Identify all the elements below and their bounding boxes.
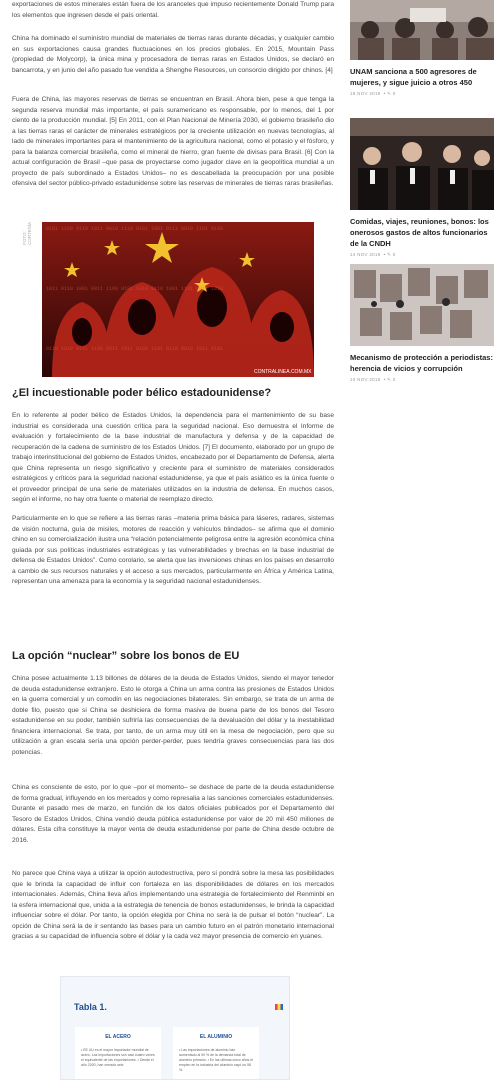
sidebar-item-meta: 10 NOV 2019 • ✎ 0 bbox=[350, 377, 396, 382]
journalists-memorial-photo bbox=[350, 264, 494, 346]
comment-count: 0 bbox=[392, 91, 396, 96]
svg-text:0101 1100 0110 1011 0010 1110: 0101 1100 0110 1011 0010 1110 0101 1001 0111 0010 1101 0100 bbox=[46, 226, 224, 232]
svg-text:1011 0110 1001 0011 1100 0101: 1011 0110 1001 0011 1100 0101 1010 0110 1001 1101 0011 1010 bbox=[46, 286, 224, 292]
date: 14 NOV 2019 bbox=[350, 252, 381, 257]
sidebar-item[interactable] bbox=[350, 0, 494, 97]
table-column-steel bbox=[75, 1027, 161, 1080]
flag-icon bbox=[275, 1004, 283, 1010]
image-credit-side: FOTO: CORTESÍA bbox=[22, 222, 32, 245]
table-image bbox=[60, 976, 290, 1080]
column-text: • EE UU es el mayor importador mundial de acero. Las importaciones son casi cuatro veces el equivalente de las exportaciones. • Desde el año 2000, han cerrado seis bbox=[81, 1048, 155, 1067]
sidebar-item-title[interactable]: Comidas, viajes, reuniones, bonos: los onerosos gastos de altos funcionarios de la CNDH bbox=[350, 217, 489, 248]
sidebar-thumbnail[interactable] bbox=[350, 0, 494, 60]
article-paragraph: Particularmente en lo que se refiere a las tierras raras –materia prima básica para láseres, radares, sistemas de visión nocturna, guía de misiles, motores de reacción y vehículos blindados– se afirma que el dominio chino en su comercialización ilustra una “relación potencialmente peligrosa entre la agresión económica china guiada por sus políticas industriales estratégicas y las vulnerabilidades y brechas en la base industrial de defensa de Estados Unidos”. Como corolario, se alerta que las inversiones chinas en los países en desarrollo a cambio de sus recursos naturales y el acceso a sus mercados, particularmente en África y América Latina, representan una amenaza para la economía y la seguridad nacional estadunidenses. bbox=[12, 515, 334, 585]
article-paragraph: China ha dominado el suministro mundial de materiales de tierras raras durante décadas, y cualquier cambio en sus exportaciones causa grandes fluctuaciones en los precios globales. En 2015, Mountain Pass (propiedad de Molycorp), la única mina y procesadora de tierras raras en Estados Unidos, se declaró en bancarrota, y en junio del año pasado fue vendida a Shenghe Resources, un consorcio dirigido por chinos. [4] bbox=[12, 35, 334, 74]
article-paragraph: En lo referente al poder bélico de Estados Unidos, la dependencia para el mantenimiento de su base industrial es considerada una cuestión crítica para la seguridad nacional. Eso demuestra el Informe de evaluación y fortalecimiento de la base industrial de manufactura y defensa y de la capacidad de recuperación de la cadena de suministro de los Estados Unidos. [7] El documento, elaborado por un grupo de trabajo interinstitucional del gobierno de Estados Unidos, encabezado por el Departamento de Defensa, alerta que China representa un riesgo significativo y creciente para el suministro de materiales considerados estratégicos y críticos para la seguridad nacional estadunidense, ya que el país asiático es la única fuente o el proveedor principal de una serie de materiales utilizados en la industria de defensa. En muchos casos, según el informe, no hay otra fuente o material de reemplazo directo. bbox=[12, 412, 334, 503]
article-paragraph: China posee actualmente 1.13 billones de dólares de la deuda de Estados Unidos, siendo el mayor tenedor de deuda estadunidense extranjero. Esto le otorga a China un arma contra las presiones de Estados Unidos en la guerra comercial y un comodín en las negociaciones bilaterales. Sin embargo, se trata de un arma de doble filo, puesto que si China se deshiciera de forma masiva de buena parte de los bonos del Tesoro estadunidense en su poder, también sufriría las consecuencias de la devaluación del dólar y la inestabilidad financiera internacional. Se trata, por tanto, de un arma muy útil en la mesa de negociación, pero que su utilización a gran escala sería una opción perder-perder, pues tendría graves consecuencias para las dos potencias. bbox=[12, 675, 334, 756]
article-image bbox=[42, 222, 314, 377]
column-text: • Las importaciones de aluminio han aumentado al 90 % de la demanda total de aluminio primario. • En las últimas cinco años el empleo en la industria del aluminio cayó un 58 %. bbox=[179, 1048, 253, 1072]
column-header: EL ACERO bbox=[105, 1034, 131, 1040]
sidebar-item-title[interactable]: Mecanismo de protección a periodistas: herencia de vicios y corrupción bbox=[350, 353, 493, 373]
comment-count: 0 bbox=[392, 252, 396, 257]
svg-text:0110 1010 0101 1100 0011 1011: 0110 1010 0101 1100 0011 1011 0100 1101 0110 0010 1011 0101 bbox=[46, 346, 224, 352]
comment-icon: ✎ bbox=[387, 377, 392, 382]
comment-icon: ✎ bbox=[387, 252, 392, 257]
article-paragraph: Fuera de China, las mayores reservas de tierras se encuentran en Brasil. Ahora bien, pese a que tenga la segunda reserva mundial más importante, el país suramericano es responsable, por lo menos, del 1 por ciento de la producción mundial. [5] En 2011, con el Plan Nacional de Minería 2030, el gobierno brasileño dio a las tierras raras el carácter de minerales estratégicos por la creciente utilización en nuevas tecnologías, al lado de minerales importantes para el mantenimiento de la agricultura nacional, como el potasio y el fósforo, y para la balanza comercial brasileña, como el mineral de hierro, gran fuente de divisas para Brasil. [6] Con la actual configuración de Brasil –que pasa de proyectarse como jugador clave en la geopolítica mundial a un proyecto de país subordinado a Estados Unidos– no es descabellada la preocupación por una posible ofensiva del sector público-privado estadunidense sobre las reservas de minerales de tierras raras brasileñas. bbox=[12, 96, 334, 187]
column-header: EL ALUMINIO bbox=[199, 1034, 233, 1040]
sidebar-item-meta: 14 NOV 2019 • ✎ 0 bbox=[350, 252, 396, 257]
article-paragraph: China es consciente de esto, por lo que –por el momento– se deshace de parte de la deuda estadunidense de forma gradual, influyendo en los mercados y como represalia a las sanciones comerciales estadunidenses. Durante el pasado mes de marzo, en función de los datos oficiales publicados por el Departamento del Tesoro de Estados Unidos, China vendió deuda pública estadunidense por valor de 20 mil 450 millones de dólares. Esta cifra constituye la mayor venta de deuda estadunidense por parte de China desde octubre de 2016. bbox=[12, 784, 334, 844]
hooded-hackers-china-flag-image bbox=[42, 222, 314, 377]
date: 10 NOV 2019 bbox=[350, 377, 381, 382]
comment-icon: ✎ bbox=[387, 91, 392, 96]
date: 18 NOV 2019 bbox=[350, 91, 381, 96]
table-title: Tabla 1. bbox=[74, 1002, 107, 1012]
table-column-aluminum bbox=[173, 1027, 259, 1080]
sidebar-item[interactable] bbox=[350, 118, 494, 258]
article-paragraph: No parece que China vaya a utilizar la opción autodestructiva, pero sí pondrá sobre la mesa las posibilidades que le brinda la capacidad de influir con fortaleza en las disponibilidades de dólares en los mercados internacionales. Además, China lleva años implementando una estrategia de fortalecimiento del Renminbi en la esfera internacional que, unida a la estrategia de tenencia de bonos estadunidenses, le brinda la capacidad influenciar sobre el dólar. Por tanto, la opción elegida por China no será la de pulsar el botón “nuclear”. La opción de China será la de ir sentando las bases para un cambio futuro en el patrón monetario internacional gracias a su capacidad de influencia sobre el dólar y la cada vez mayor presencia de comercio en yuanes. bbox=[12, 870, 334, 940]
sidebar-item-meta: 18 NOV 2019 • ✎ 0 bbox=[350, 91, 396, 96]
section-heading: ¿El incuestionable poder bélico estadounidense? bbox=[12, 387, 272, 399]
article-paragraph: exportaciones de estos minerales están fuera de los aranceles que impuso recientemente Donald Trump para los elementos que ingresen desde el país oriental. bbox=[12, 1, 334, 19]
image-credit-corner: CONTRALINEA.COM.MX bbox=[254, 369, 312, 375]
officials-photo bbox=[350, 118, 494, 210]
sidebar-item[interactable] bbox=[350, 264, 494, 383]
protest-photo bbox=[350, 0, 494, 60]
sidebar-thumbnail[interactable] bbox=[350, 118, 494, 210]
comment-count: 0 bbox=[392, 377, 396, 382]
sidebar-thumbnail[interactable] bbox=[350, 264, 494, 346]
section-heading: La opción “nuclear” sobre los bonos de EU bbox=[12, 650, 240, 662]
sidebar-item-title[interactable]: UNAM sanciona a 500 agresores de mujeres, y sigue juicio a otros 450 bbox=[350, 67, 477, 87]
